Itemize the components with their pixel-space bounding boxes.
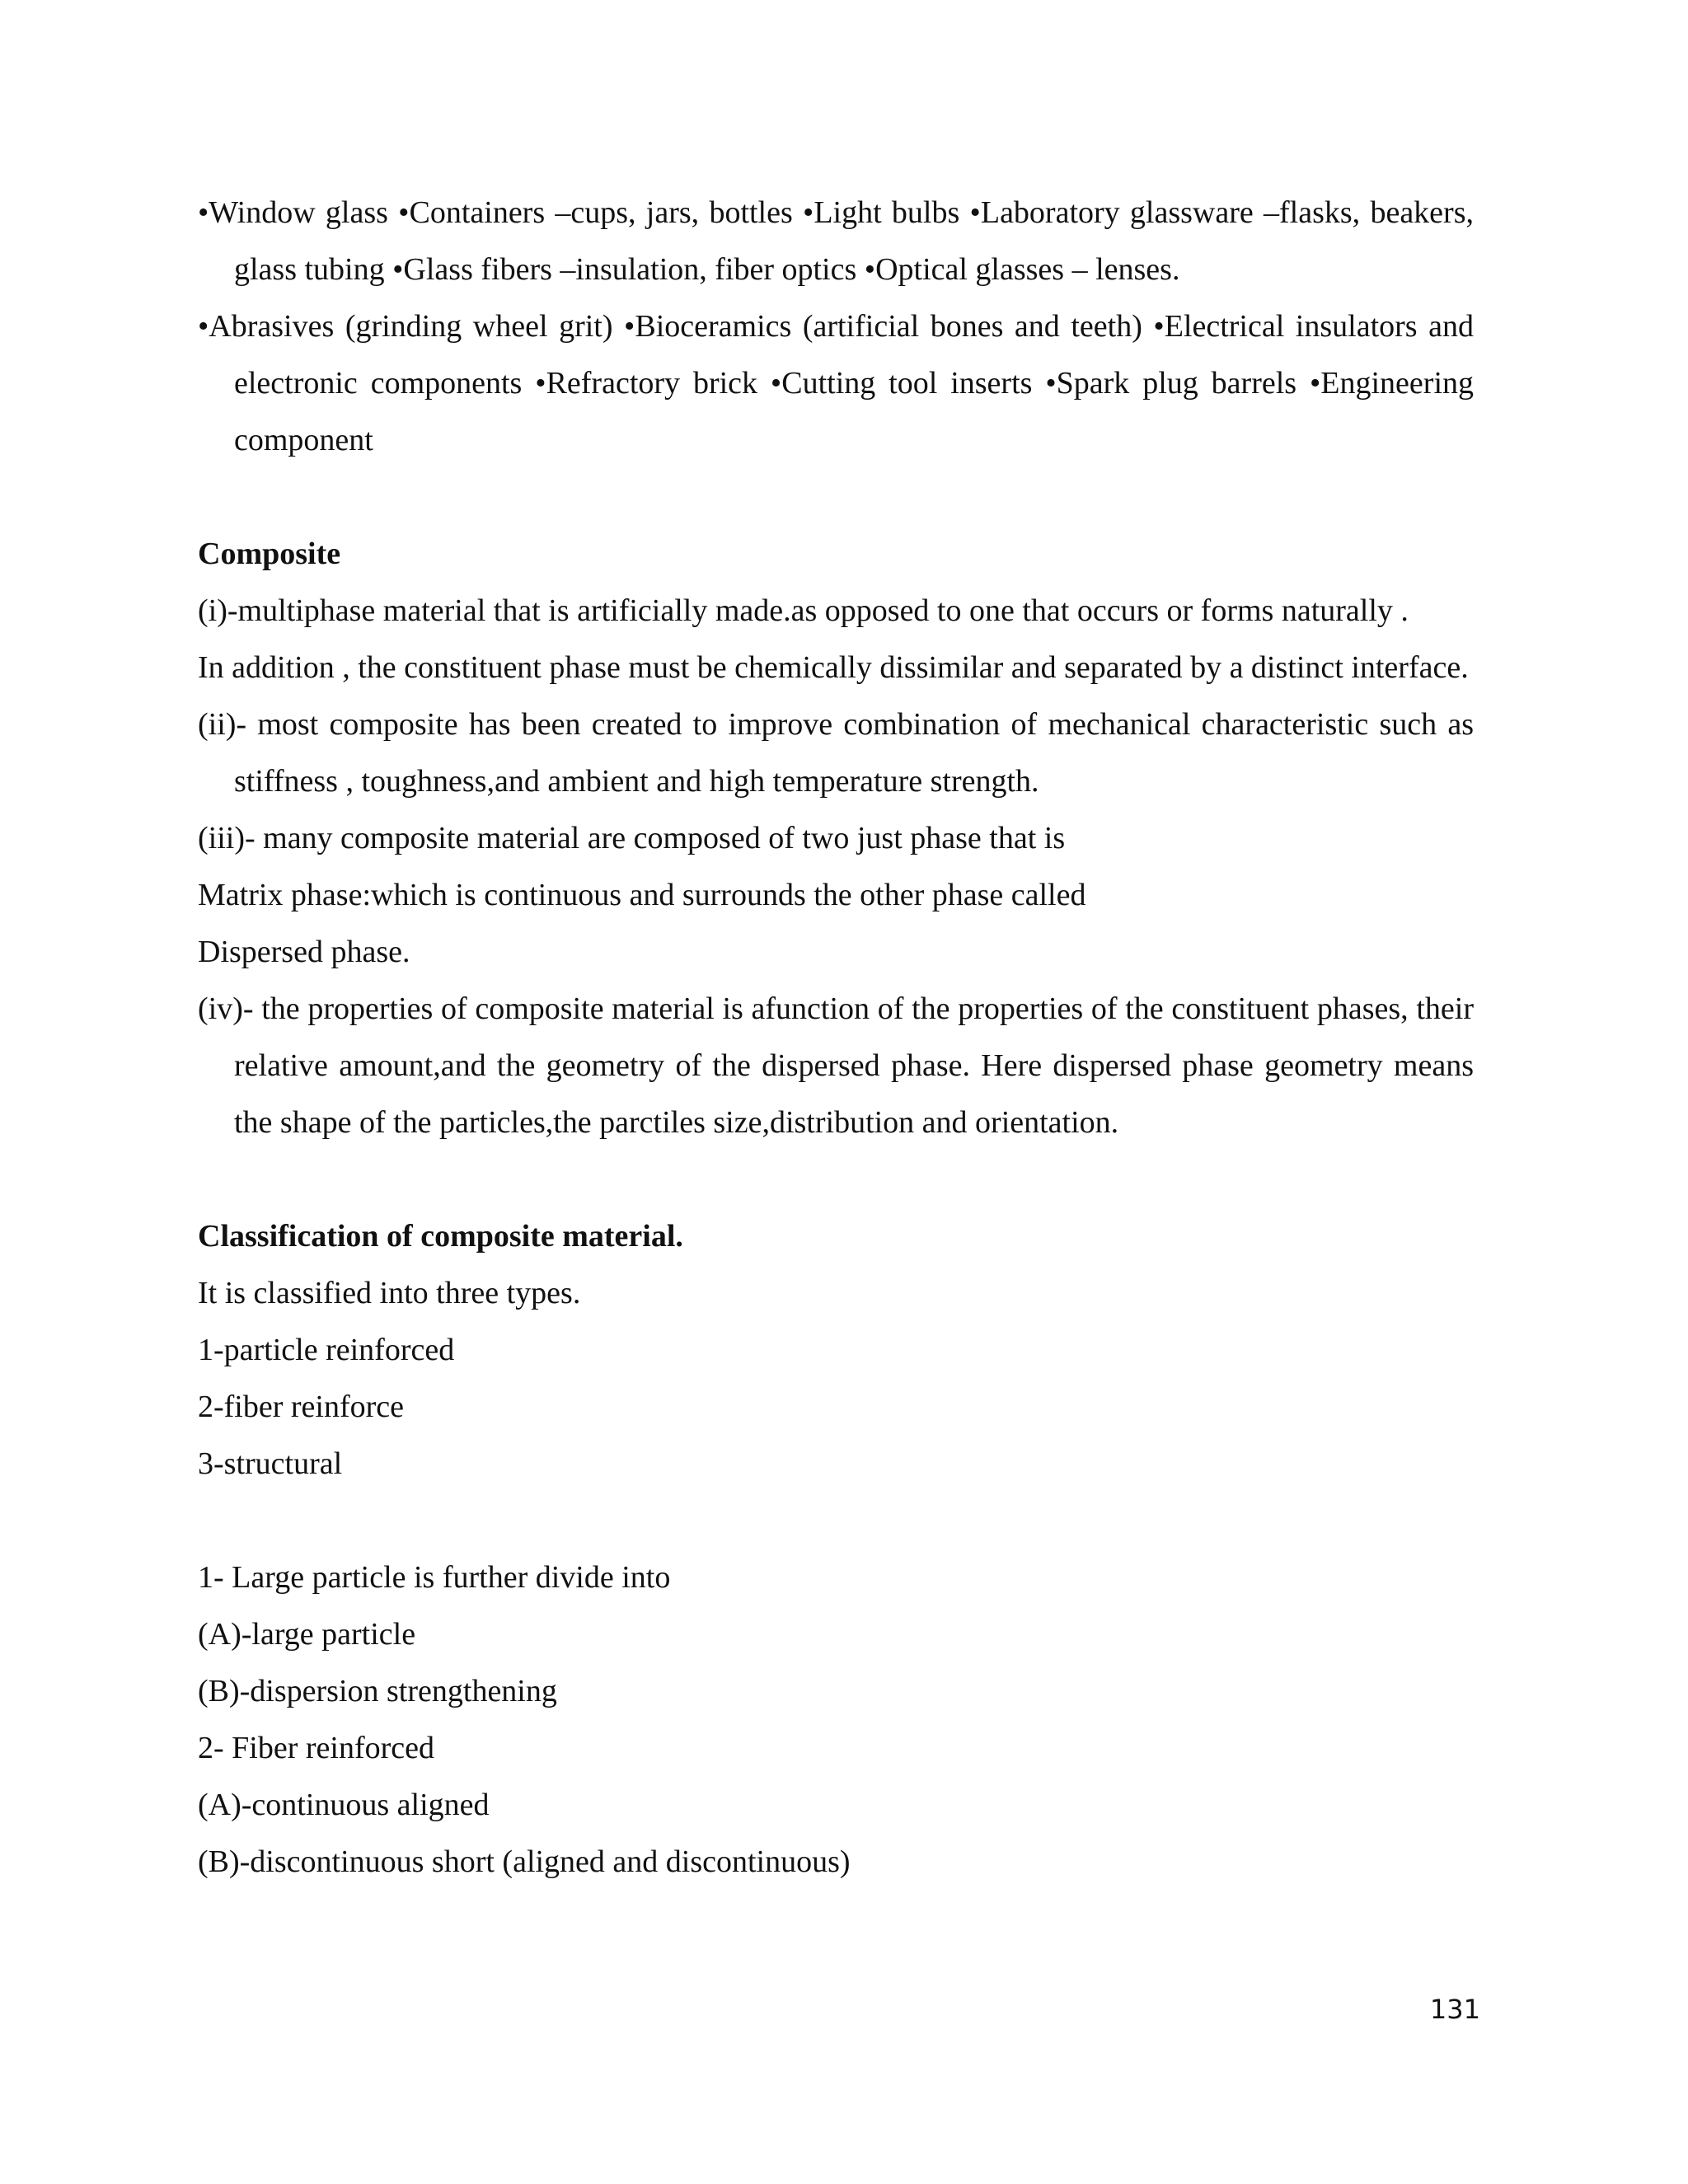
spacer xyxy=(198,1151,1474,1208)
glass-uses-paragraph: •Window glass •Containers –cups, jars, bottles •Light bulbs •Laboratory glassware –flasks, beakers, glass tubing •Glass fibers –insulation, fiber optics •Optical glasses – lenses. xyxy=(198,195,1474,287)
classification-type: 1-particle reinforced xyxy=(198,1333,455,1367)
classification-sub-item: (B)-dispersion strengthening xyxy=(198,1674,557,1708)
page-number: 131 xyxy=(1429,1994,1480,2025)
composite-matrix-line: Matrix phase:which is continuous and surrounds the other phase called xyxy=(198,878,1086,912)
composite-heading: Composite xyxy=(198,537,341,571)
composite-addition: In addition , the constituent phase must be chemically dissimilar and separated by a distinct interface. xyxy=(198,650,1469,685)
composite-point-iv: (iv)- the properties of composite material is afunction of the properties of the constituent phases, their relative amount,and the geometry of the dispersed phase. Here dispersed phase geometry means the shape of the particles,the parctiles size,distribution and orientation. xyxy=(198,991,1474,1140)
spacer xyxy=(198,469,1474,526)
classification-sub-item: 2- Fiber reinforced xyxy=(198,1731,434,1765)
classification-heading: Classification of composite material. xyxy=(198,1219,683,1254)
classification-sub-item: (A)-large particle xyxy=(198,1617,416,1652)
composite-point-iii: (iii)- many composite material are composed of two just phase that is xyxy=(198,821,1066,855)
ceramic-uses-paragraph: •Abrasives (grinding wheel grit) •Bioceramics (artificial bones and teeth) •Electrical insulators and electronic components •Refractory brick •Cutting tool inserts •Spark plug barrels •Engineering component xyxy=(198,309,1474,457)
composite-point-ii: (ii)- most composite has been created to improve combination of mechanical characteristic such as stiffness , toughness,and ambient and high temperature strength. xyxy=(198,707,1474,799)
classification-type: 3-structural xyxy=(198,1446,343,1481)
classification-intro: It is classified into three types. xyxy=(198,1276,581,1310)
classification-sub-item: 1- Large particle is further divide into xyxy=(198,1560,671,1595)
composite-point-i: (i)-multiphase material that is artificially made.as opposed to one that occurs or forms naturally . xyxy=(198,593,1409,628)
classification-type: 2-fiber reinforce xyxy=(198,1390,405,1424)
page-content xyxy=(198,185,1474,1891)
classification-sub-item: (B)-discontinuous short (aligned and discontinuous) xyxy=(198,1844,851,1879)
spacer xyxy=(198,1493,1474,1549)
composite-dispersed-line: Dispersed phase. xyxy=(198,935,410,969)
classification-sub-item: (A)-continuous aligned xyxy=(198,1788,490,1822)
